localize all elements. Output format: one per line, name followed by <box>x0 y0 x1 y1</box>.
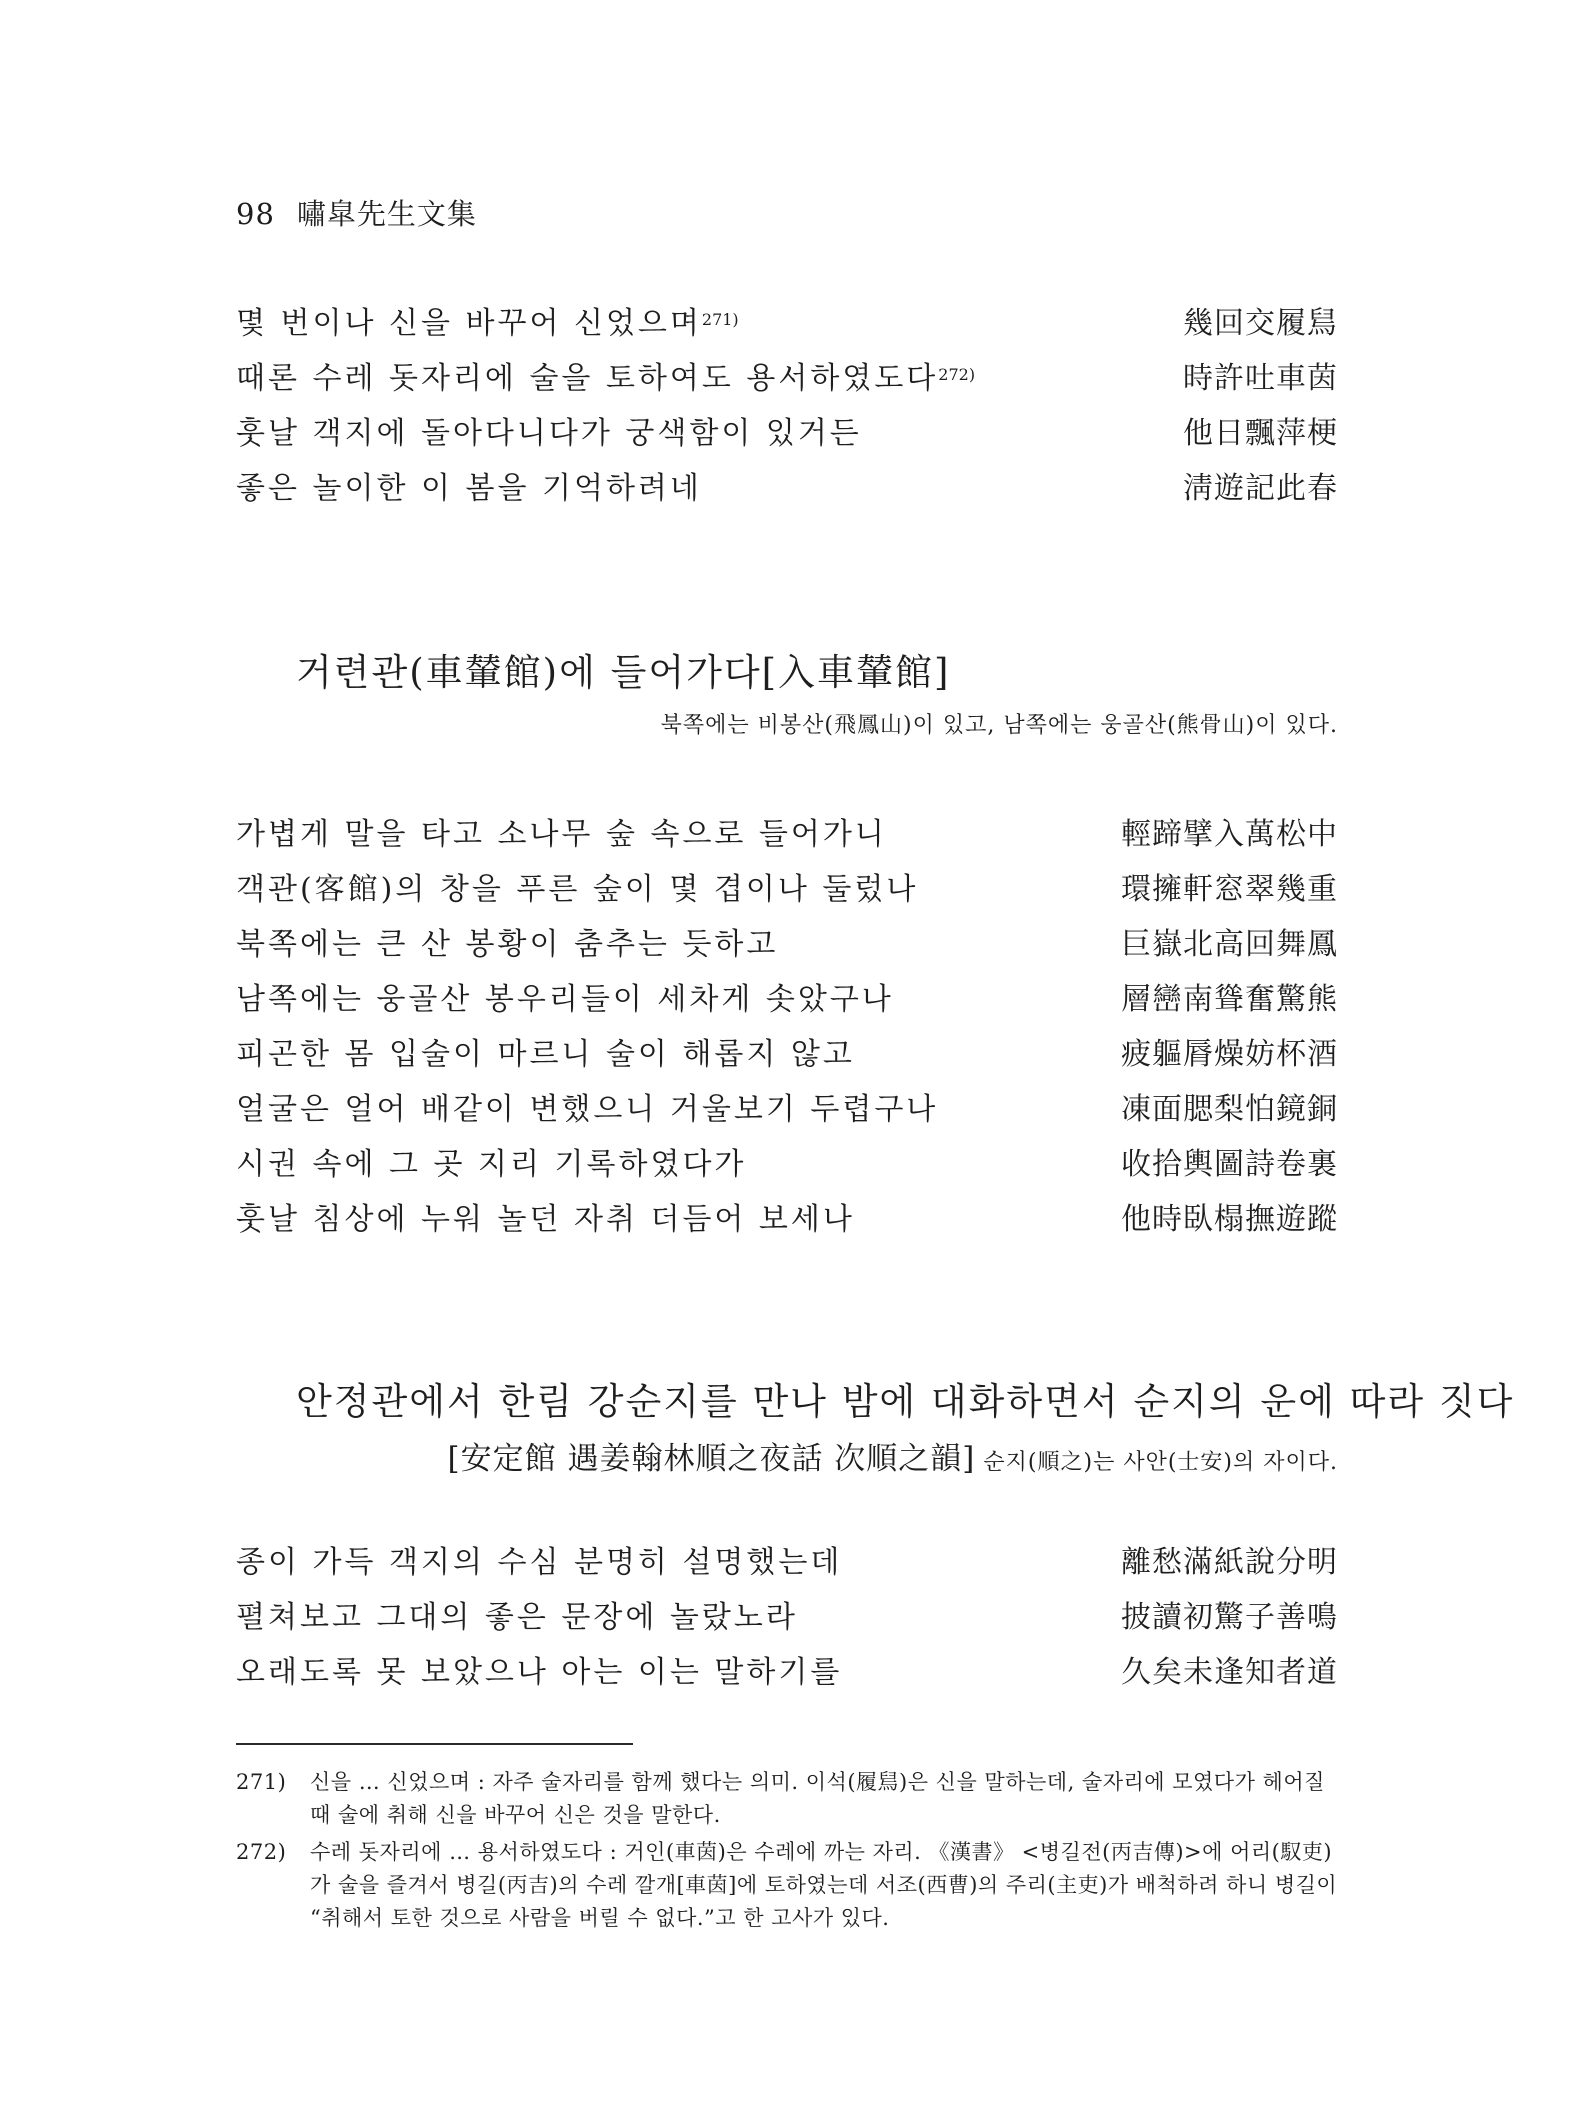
poem-2 <box>236 815 1338 1255</box>
hanja-original: 巨嶽北高回舞鳳 <box>1121 927 1338 962</box>
poem-title: 안정관에서 한림 강순지를 만나 밤에 대화하면서 순지의 운에 따라 짓다 <box>296 1380 1515 1423</box>
footnote-number: 271) <box>236 1770 287 1794</box>
hanja-title: [安定館 遇姜翰林順之夜話 次順之韻] <box>447 1441 976 1477</box>
hanja-original: 凍面腮梨怕鏡銅 <box>1121 1092 1338 1127</box>
hanja-original: 層巒南聳奮驚熊 <box>1121 982 1338 1017</box>
korean-translation: 북쪽에는 큰 산 봉황이 춤추는 듯하고 <box>236 927 779 962</box>
footnote-divider <box>236 1743 633 1745</box>
poem-line <box>236 1200 1338 1255</box>
korean-translation: 몇 번이나 신을 바꾸어 신었으며$^{271)}$ <box>236 306 739 341</box>
poem-line <box>236 1543 1338 1598</box>
poem-subtitle <box>448 1433 1339 1478</box>
footnote <box>236 1766 1338 1832</box>
poem-3 <box>236 1543 1338 1708</box>
footnote-number: 272) <box>236 1840 287 1864</box>
footnote-text: 신을 … 신었으며 : 자주 술자리를 함께 했다는 의미. 이석(履舃)은 신을 말하는데, 술자리에 모였다가 헤어질 때 술에 취해 신을 바꾸어 신은 것을 말한다. <box>310 1770 1325 1827</box>
korean-translation: 때론 수레 돗자리에 술을 토하여도 용서하였도다$^{272)}$ <box>236 361 976 396</box>
footnote-text: 수레 돗자리에 … 용서하였도다 : 거인(車茵)은 수레에 까는 자리. 《漢書》 <병길전(丙吉傳)>에 어리(馭吏)가 술을 즐겨서 병길(丙吉)의 수레 깔개[車茵]에 토하였는데 서조(西曹)의 주리(主吏)가 배척하려 하니 병길이 “취해서 토한 것으로 사람을 버릴 수 없다.”고 한 고사가 있다. <box>310 1840 1338 1930</box>
korean-translation: 펼쳐보고 그대의 좋은 문장에 놀랐노라 <box>236 1600 798 1635</box>
hanja-original: 疲軀脣燥妨杯酒 <box>1121 1037 1338 1072</box>
hanja-original: 時許吐車茵 <box>1183 361 1338 396</box>
korean-translation: 피곤한 몸 입술이 마르니 술이 해롭지 않고 <box>236 1037 855 1072</box>
korean-translation: 종이 가득 객지의 수심 분명히 설명했는데 <box>236 1545 843 1580</box>
poem-line <box>236 980 1338 1035</box>
poem-line <box>236 414 1338 469</box>
poem-line <box>236 304 1338 359</box>
poem-line <box>236 815 1338 870</box>
poem-line <box>236 1090 1338 1145</box>
poem-line <box>236 870 1338 925</box>
hanja-original: 久矣未逢知者道 <box>1121 1655 1338 1690</box>
korean-translation: 가볍게 말을 타고 소나무 숲 속으로 들어가니 <box>236 817 887 852</box>
footnote <box>236 1836 1338 1935</box>
book-title: 嘯皐先生文集 <box>296 197 477 231</box>
poem-line <box>236 1598 1338 1653</box>
hanja-original: 淸遊記此春 <box>1183 471 1338 506</box>
poem-note: 북쪽에는 비봉산(飛鳳山)이 있고, 남쪽에는 웅골산(熊骨山)이 있다. <box>660 713 1338 738</box>
poem-line <box>236 1653 1338 1708</box>
korean-translation: 시권 속에 그 곳 지리 기록하였다가 <box>236 1147 747 1182</box>
korean-translation: 좋은 놀이한 이 봄을 기억하려네 <box>236 471 702 506</box>
korean-translation: 훗날 침상에 누워 놀던 자취 더듬어 보세나 <box>236 1202 855 1237</box>
hanja-original: 他日飄萍梗 <box>1183 416 1338 451</box>
poem-line <box>236 1145 1338 1200</box>
hanja-original: 幾回交履舃 <box>1183 306 1338 341</box>
footnote-ref[interactable]: 272) <box>938 365 976 384</box>
hanja-original: 環擁軒窓翠幾重 <box>1121 872 1338 907</box>
hanja-original: 他時臥榻撫遊蹤 <box>1121 1202 1338 1237</box>
poem-line <box>236 469 1338 524</box>
hanja-original: 收拾輿圖詩卷裏 <box>1121 1147 1338 1182</box>
korean-translation: 얼굴은 얼어 배같이 변했으니 거울보기 두렵구나 <box>236 1092 939 1127</box>
footnotes <box>236 1766 1338 1939</box>
poem-note: 순지(順之)는 사안(士安)의 자이다. <box>983 1450 1338 1475</box>
korean-translation: 훗날 객지에 돌아다니다가 궁색함이 있거든 <box>236 416 862 451</box>
korean-translation: 오래도록 못 보았으나 아는 이는 말하기를 <box>236 1655 843 1690</box>
poem-title: 거련관(車輦館)에 들어가다[入車輦館] <box>296 651 951 694</box>
poem-1 <box>236 304 1338 524</box>
hanja-original: 離愁滿紙說分明 <box>1121 1545 1338 1580</box>
hanja-original: 披讀初驚子善鳴 <box>1121 1600 1338 1635</box>
poem-line <box>236 925 1338 980</box>
korean-translation: 객관(客館)의 창을 푸른 숲이 몇 겹이나 둘렀나 <box>236 872 919 907</box>
running-header <box>236 192 477 233</box>
korean-translation: 남쪽에는 웅골산 봉우리들이 세차게 솟았구나 <box>236 982 894 1017</box>
poem-line <box>236 359 1338 414</box>
hanja-original: 輕蹄擘入萬松中 <box>1121 817 1338 852</box>
footnote-ref[interactable]: 271) <box>701 310 739 329</box>
poem-line <box>236 1035 1338 1090</box>
page-number: 98 <box>236 197 275 231</box>
